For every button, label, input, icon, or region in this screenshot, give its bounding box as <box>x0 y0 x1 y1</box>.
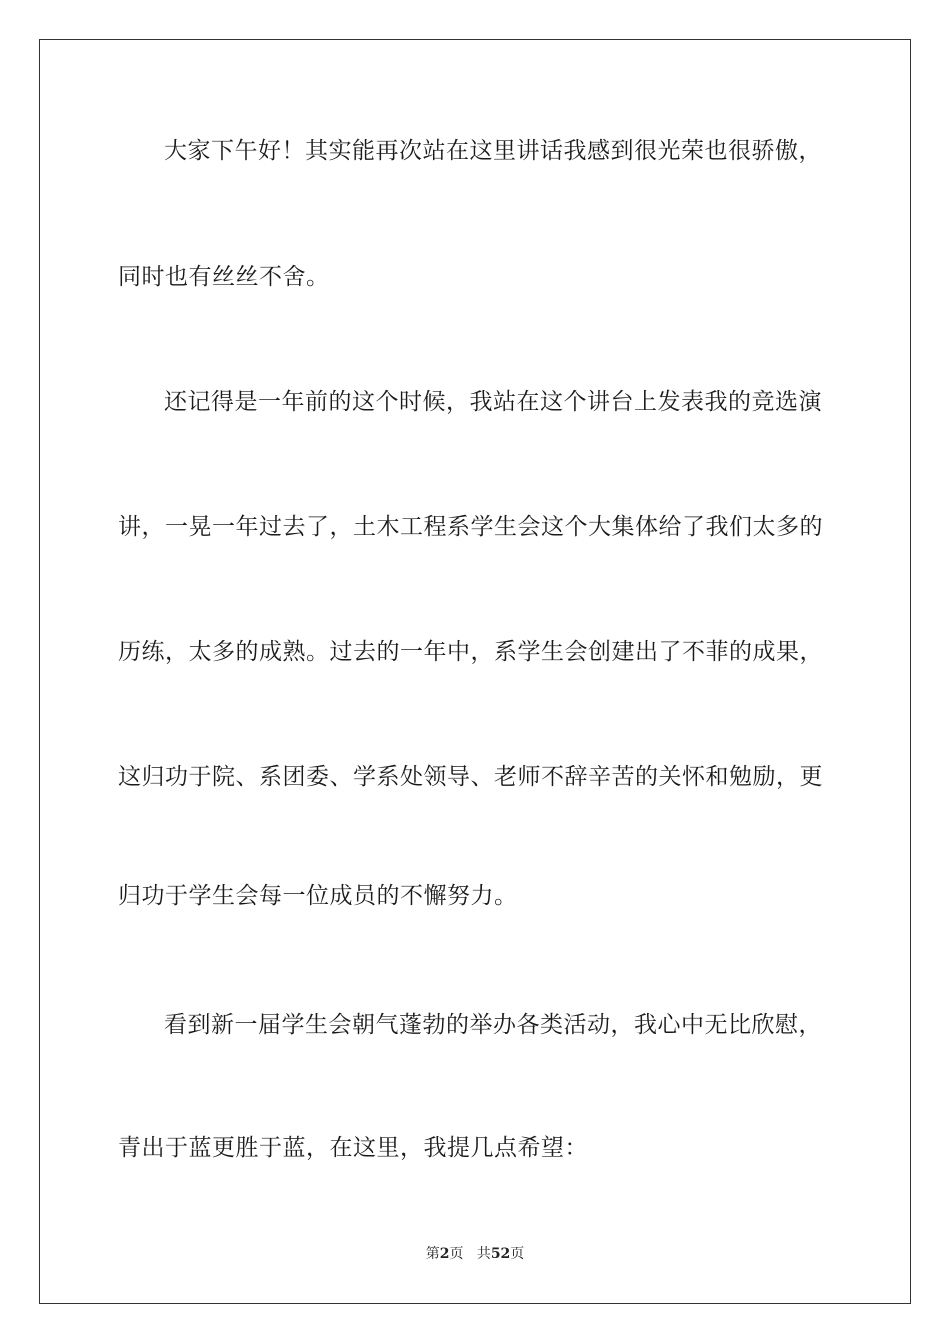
total-pages: 52 <box>490 1246 511 1262</box>
page-suffix: 页 <box>449 1246 464 1262</box>
page-number: 2 <box>439 1246 450 1262</box>
paragraph-line: 这归功于院、系团委、学系处领导、老师不辞辛苦的关怀和勉励，更 <box>118 764 823 790</box>
page-border <box>39 39 911 1304</box>
paragraph-line: 还记得是一年前的这个时候，我站在这个讲台上发表我的竞选演 <box>164 389 822 415</box>
paragraph-line: 青出于蓝更胜于蓝，在这里，我提几点希望： <box>118 1135 588 1161</box>
total-prefix: 共 <box>476 1246 491 1262</box>
paragraph-line: 归功于学生会每一位成员的不懈努力。 <box>118 883 518 909</box>
paragraph-line: 历练，太多的成熟。过去的一年中，系学生会创建出了不菲的成果， <box>118 639 823 665</box>
total-suffix: 页 <box>510 1246 525 1262</box>
paragraph-line: 同时也有丝丝不舍。 <box>118 264 330 290</box>
paragraph-line: 讲，一晃一年过去了，土木工程系学生会这个大集体给了我们太多的 <box>118 514 823 540</box>
page-prefix: 第 <box>425 1246 440 1262</box>
page-footer <box>0 1245 950 1263</box>
paragraph-line: 看到新一届学生会朝气蓬勃的举办各类活动，我心中无比欣慰， <box>164 1012 822 1038</box>
paragraph-line: 大家下午好！其实能再次站在这里讲话我感到很光荣也很骄傲， <box>164 138 822 164</box>
